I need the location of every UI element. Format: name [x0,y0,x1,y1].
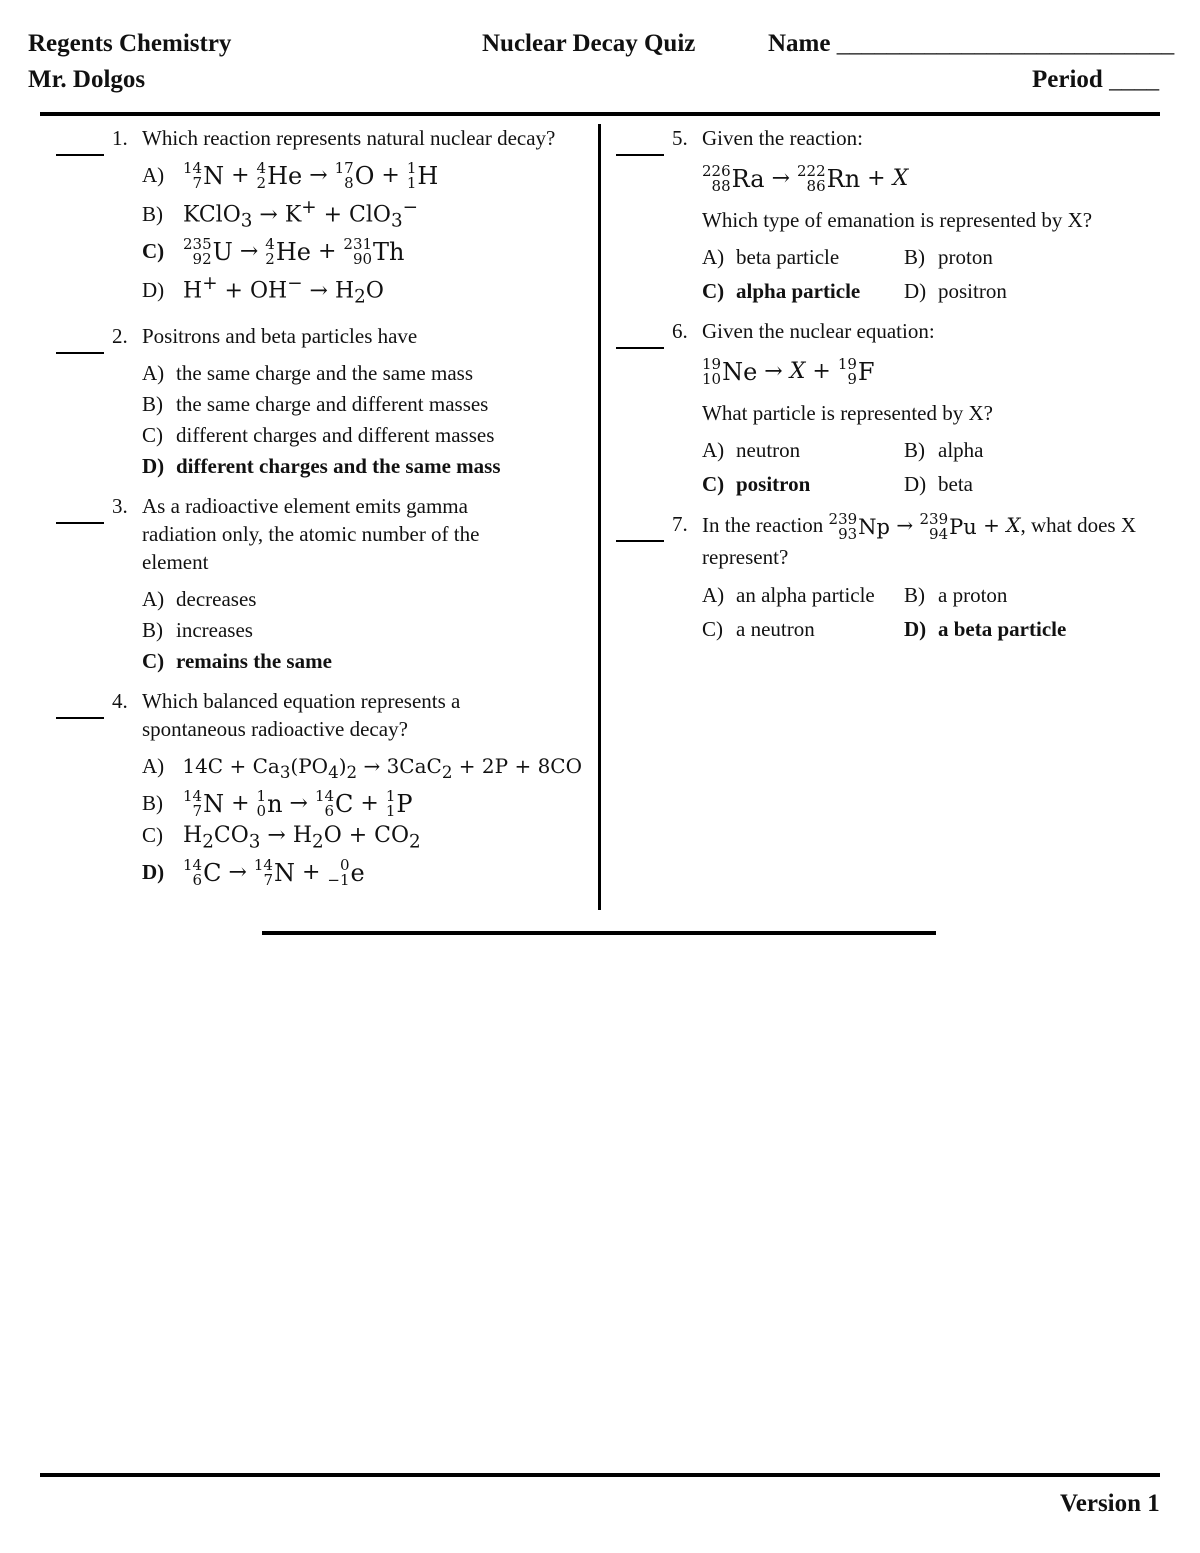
question-number: 1. [112,126,128,150]
reaction-equation: 226 88 Ra → 222 86 Rn + X [702,162,909,195]
question-number: 4. [112,689,128,714]
option-a[interactable]: A) 14 7 N + 4 2 He → 17 8 O + 1 1 H [142,159,439,192]
option-c[interactable]: C) 235 92 U → 4 2 He + 231 90 Th [142,235,405,269]
answer-blank-6[interactable] [616,347,664,349]
option-a[interactable]: A) an alpha particle [702,582,875,607]
answer-blank-7[interactable] [616,540,664,542]
option-c[interactable]: C) different charges and different masses [142,423,495,448]
option-d[interactable]: D) a beta particle [904,616,1067,641]
teacher-name: Mr. Dolgos [28,66,146,93]
question-5 [672,124,1152,307]
header-divider [40,112,1160,116]
question-1 [112,124,592,312]
option-a[interactable]: A) decreases [142,587,257,612]
question-text: Which reaction represents natural nuclear decay? [142,126,556,150]
question-text: Given the nuclear equation: [702,319,935,343]
period-field[interactable] [1032,66,1159,94]
answer-blank-2[interactable] [56,352,104,354]
question-number: 7. [672,512,688,536]
question-number: 5. [672,126,688,150]
option-a[interactable]: A) beta particle [702,245,840,269]
option-d[interactable]: D) positron [904,279,1007,303]
column-divider [598,124,601,910]
option-c[interactable]: C) alpha particle [702,279,861,303]
answer-blank-4[interactable] [56,717,104,719]
option-d[interactable]: D) different charges and the same mass [142,454,501,479]
option-b[interactable]: B) KClO$_3$ → K+ + ClO$_3$− [142,196,418,232]
name-label: Name [768,30,831,57]
followup-question: What particle is represented by X? [702,401,993,425]
question-2 [112,322,592,482]
answer-blank-3[interactable] [56,522,104,524]
question-4 [112,687,592,890]
option-a[interactable]: A) the same charge and the same mass [142,361,474,386]
footer-divider [40,1473,1160,1477]
option-c[interactable]: C) positron [702,472,811,496]
question-text: As a radioactive element emits gamma radiation only, the atomic number of the element [142,494,480,575]
option-b[interactable]: B) the same charge and different masses [142,392,489,417]
question-text: Positrons and beta particles have [142,324,418,349]
period-label: Period [1032,66,1103,93]
option-c[interactable]: C) remains the same [142,649,332,674]
answer-blank-5[interactable] [616,154,664,156]
option-a[interactable]: A) neutron [702,438,801,462]
question-text: Given the reaction: [702,126,863,150]
question-3 [112,492,592,677]
answer-blank-1[interactable] [56,154,104,156]
option-a[interactable]: A) $14C + Ca_3(PO_4)_2 \to 3CaC_2 + 2P + 8CO$ [142,754,583,783]
name-field[interactable] [768,30,1174,58]
question-7 [672,509,1152,645]
question-6 [672,317,1152,500]
left-column [112,124,592,899]
period-blank: ____ [1109,66,1160,93]
name-blank: ___________________________ [836,30,1175,57]
question-number: 6. [672,319,688,343]
question-number: 3. [112,494,128,519]
followup-question: Which type of emanation is represented by X? [702,208,1093,232]
section-end-divider [262,931,936,935]
quiz-title: Nuclear Decay Quiz [482,30,696,57]
option-b[interactable]: B) proton [904,245,993,269]
option-b[interactable]: B) 14 7 N + 1 0 n → 14 6 C + 1 1 P [142,787,413,821]
option-c[interactable]: C) a neutron [702,616,815,641]
question-number: 2. [112,324,128,349]
option-d[interactable]: D) $H^+ + OH^- \to H_2O$ [142,272,384,308]
right-column [672,124,1152,655]
question-text: In the reaction 239 93 Np → 239 94 Pu + X, what does X represent? [702,509,1136,569]
option-d[interactable]: D) beta [904,472,973,496]
course-title: Regents Chemistry [28,30,232,57]
option-b[interactable]: B) alpha [904,438,984,462]
option-b[interactable]: B) increases [142,618,253,643]
reaction-equation: 19 10 Ne → X + 19 9 F [702,355,875,388]
option-b[interactable]: B) a proton [904,582,1008,607]
option-d[interactable]: D) 14 6 C → 14 7 N + 0 −1 e [142,856,365,890]
version-label: Version 1 [1060,1490,1160,1517]
question-text: Which balanced equation represents a spontaneous radioactive decay? [142,689,461,742]
option-c[interactable]: C) $H_2CO_3 \to H_2O + CO_2$ [142,822,421,853]
